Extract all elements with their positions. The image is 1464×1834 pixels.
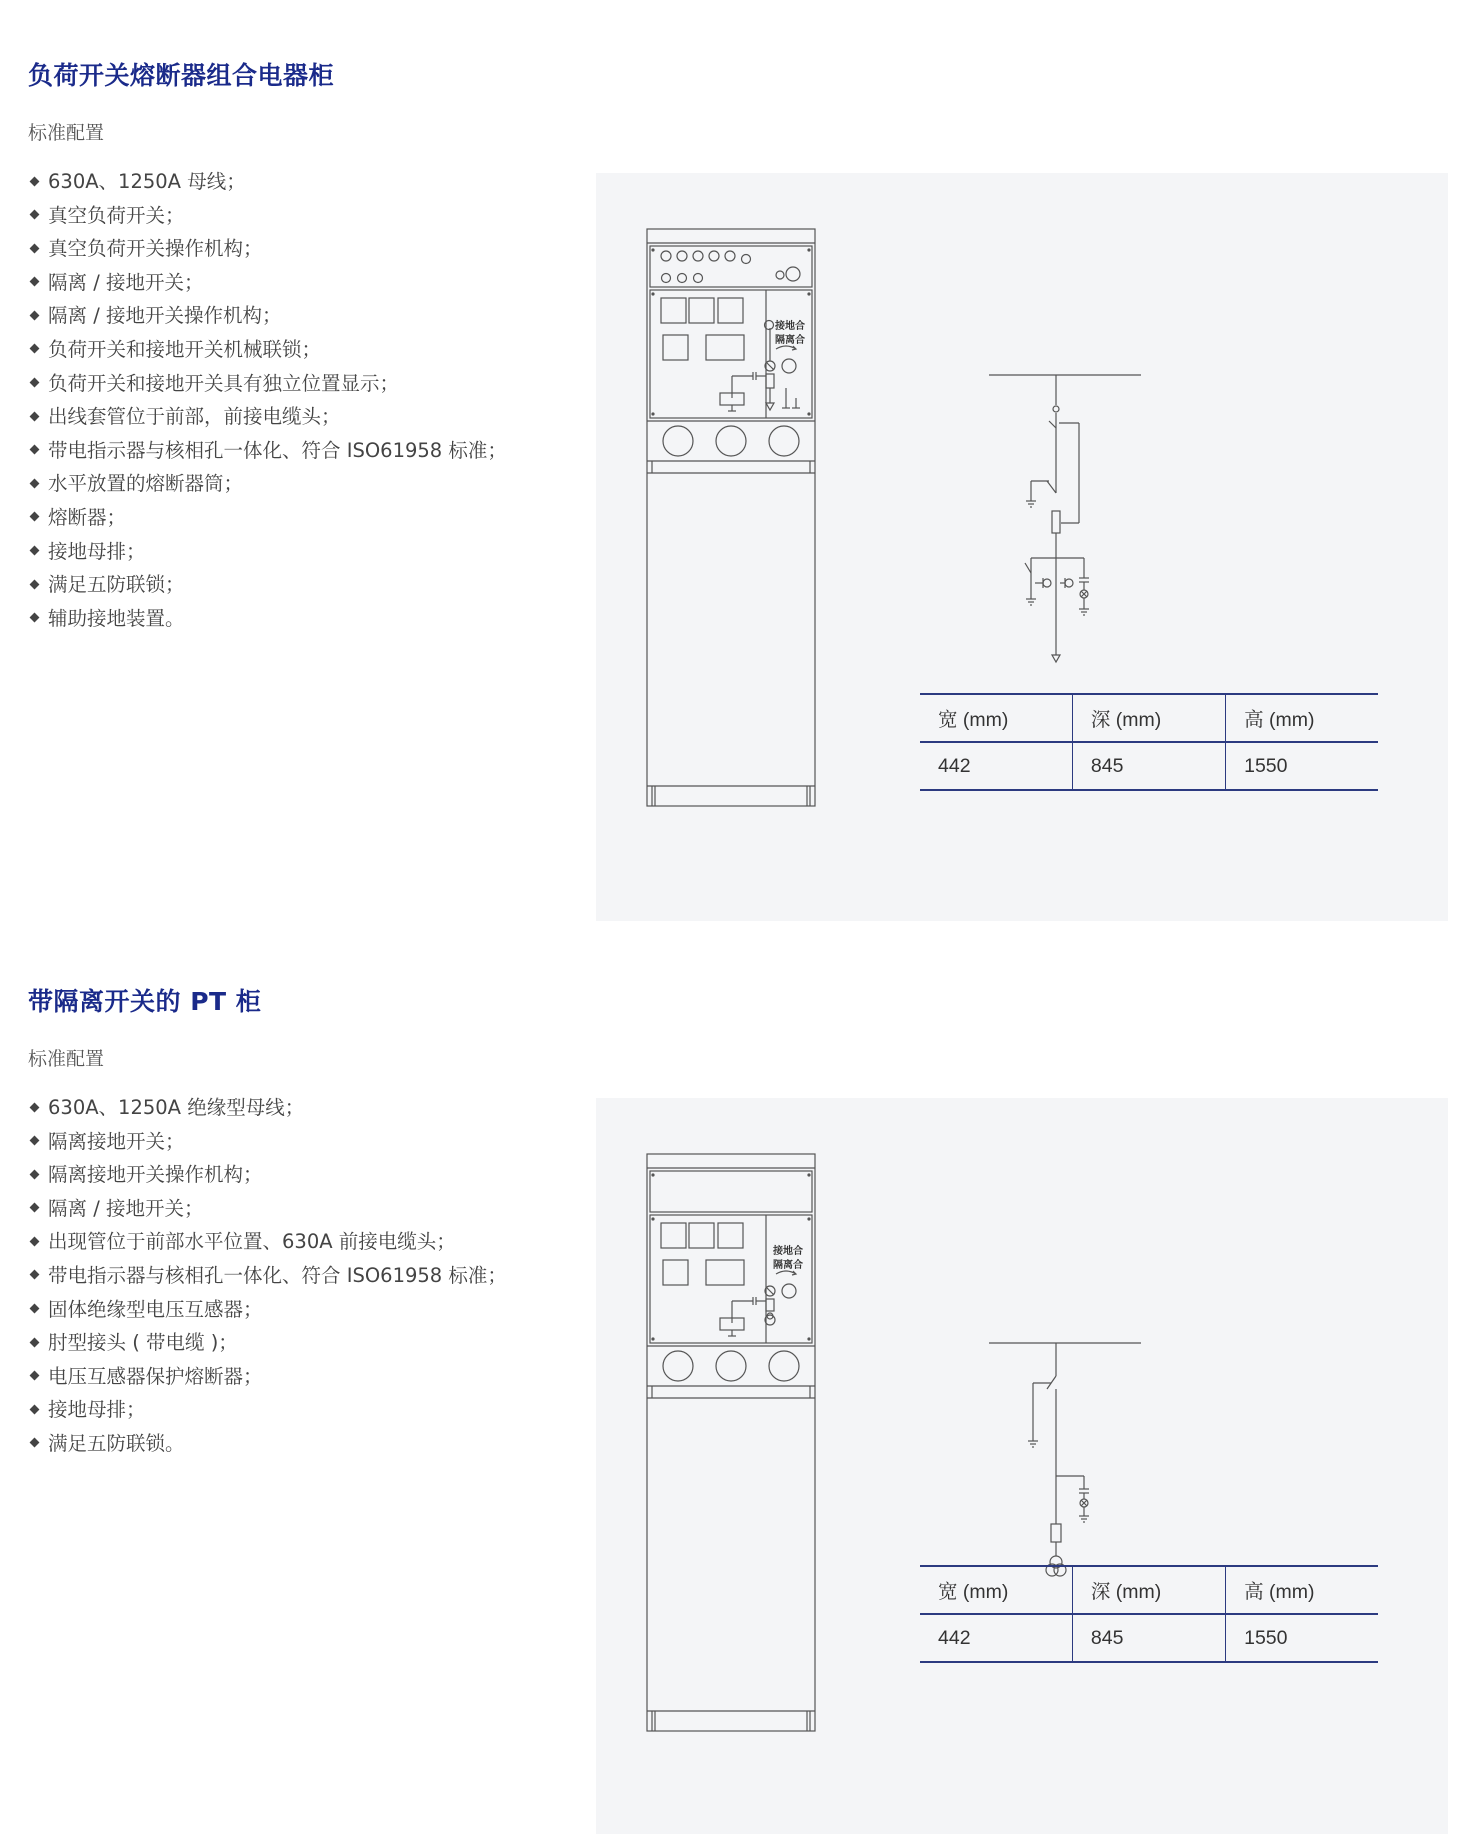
diamond-bullet-icon [30,1404,40,1414]
depth-value: 845 [1072,742,1225,790]
feature-list [28,165,507,635]
height-header: 高 (mm) [1226,1566,1378,1614]
diamond-bullet-icon [30,445,40,455]
diamond-bullet-icon [30,277,40,287]
dimension-table [920,693,1378,791]
product-panel [596,1098,1448,1834]
section-pt-cabinet [0,930,1464,1834]
list-item: 固体绝缘型电压互感器； [28,1293,507,1327]
isolation-closed-label: 隔离合 [773,1260,803,1271]
cabinet-front-view [646,228,818,808]
isolation-closed-label: 隔离合 [775,335,805,346]
width-header: 宽 (mm) [920,1566,1072,1614]
list-item: 满足五防联锁。 [28,1427,507,1461]
list-item: 隔离 / 接地开关； [28,266,507,300]
diamond-bullet-icon [30,579,40,589]
diamond-bullet-icon [30,1136,40,1146]
diamond-bullet-icon [30,1438,40,1448]
diamond-bullet-icon [30,1169,40,1179]
diamond-bullet-icon [30,411,40,421]
list-item: 出现管位于前部水平位置、630A 前接电缆头； [28,1225,507,1259]
list-item: 真空负荷开关； [28,199,507,233]
product-panel [596,173,1448,921]
height-value: 1550 [1226,1614,1378,1662]
section-title: 负荷开关熔断器组合电器柜 [28,61,335,90]
list-item: 隔离 / 接地开关操作机构； [28,299,507,333]
table-header-row [920,1566,1378,1614]
grounding-closed-label: 接地合 [773,1246,803,1257]
height-value: 1550 [1226,742,1378,790]
list-item: 肘型接头 ( 带电缆 )； [28,1326,507,1360]
diamond-bullet-icon [30,613,40,623]
list-item: 隔离接地开关操作机构； [28,1158,507,1192]
list-item: 水平放置的熔断器筒； [28,467,507,501]
list-item: 负荷开关和接地开关机械联锁； [28,333,507,367]
list-item: 负荷开关和接地开关具有独立位置显示； [28,367,507,401]
list-item: 熔断器； [28,501,507,535]
table-row [920,742,1378,790]
section-title: 带隔离开关的 PT 柜 [28,987,262,1016]
width-value: 442 [920,742,1072,790]
list-item: 辅助接地装置。 [28,602,507,636]
diamond-bullet-icon [30,1236,40,1246]
table-row [920,1614,1378,1662]
diamond-bullet-icon [30,243,40,253]
list-item: 满足五防联锁； [28,568,507,602]
diamond-bullet-icon [30,210,40,220]
diamond-bullet-icon [30,478,40,488]
diamond-bullet-icon [30,1270,40,1280]
feature-list [28,1091,507,1461]
list-item: 接地母排； [28,1393,507,1427]
list-item: 630A、1250A 绝缘型母线； [28,1091,507,1125]
list-item: 真空负荷开关操作机构； [28,232,507,266]
depth-value: 845 [1072,1614,1225,1662]
depth-header: 深 (mm) [1072,1566,1225,1614]
single-line-schematic [981,373,1146,673]
diamond-bullet-icon [30,1304,40,1314]
width-header: 宽 (mm) [920,694,1072,742]
list-item: 隔离 / 接地开关； [28,1192,507,1226]
list-item: 带电指示器与核相孔一体化、符合 ISO61958 标准； [28,1259,507,1293]
height-header: 高 (mm) [1226,694,1378,742]
diamond-bullet-icon [30,310,40,320]
depth-header: 深 (mm) [1072,694,1225,742]
diamond-bullet-icon [30,176,40,186]
list-item: 出线套管位于前部，前接电缆头； [28,400,507,434]
section-subtitle: 标准配置 [28,1048,105,1070]
list-item: 接地母排； [28,535,507,569]
dimension-table [920,1565,1378,1663]
diamond-bullet-icon [30,1102,40,1112]
table-header-row [920,694,1378,742]
grounding-closed-label: 接地合 [775,321,805,332]
diamond-bullet-icon [30,546,40,556]
diamond-bullet-icon [30,512,40,522]
width-value: 442 [920,1614,1072,1662]
cabinet-front-view [646,1153,818,1733]
diamond-bullet-icon [30,378,40,388]
list-item: 带电指示器与核相孔一体化、符合 ISO61958 标准； [28,434,507,468]
section-subtitle: 标准配置 [28,122,105,144]
diamond-bullet-icon [30,1337,40,1347]
list-item: 630A、1250A 母线； [28,165,507,199]
list-item: 隔离接地开关； [28,1125,507,1159]
diamond-bullet-icon [30,344,40,354]
list-item: 电压互感器保护熔断器； [28,1360,507,1394]
diamond-bullet-icon [30,1203,40,1213]
diamond-bullet-icon [30,1371,40,1381]
